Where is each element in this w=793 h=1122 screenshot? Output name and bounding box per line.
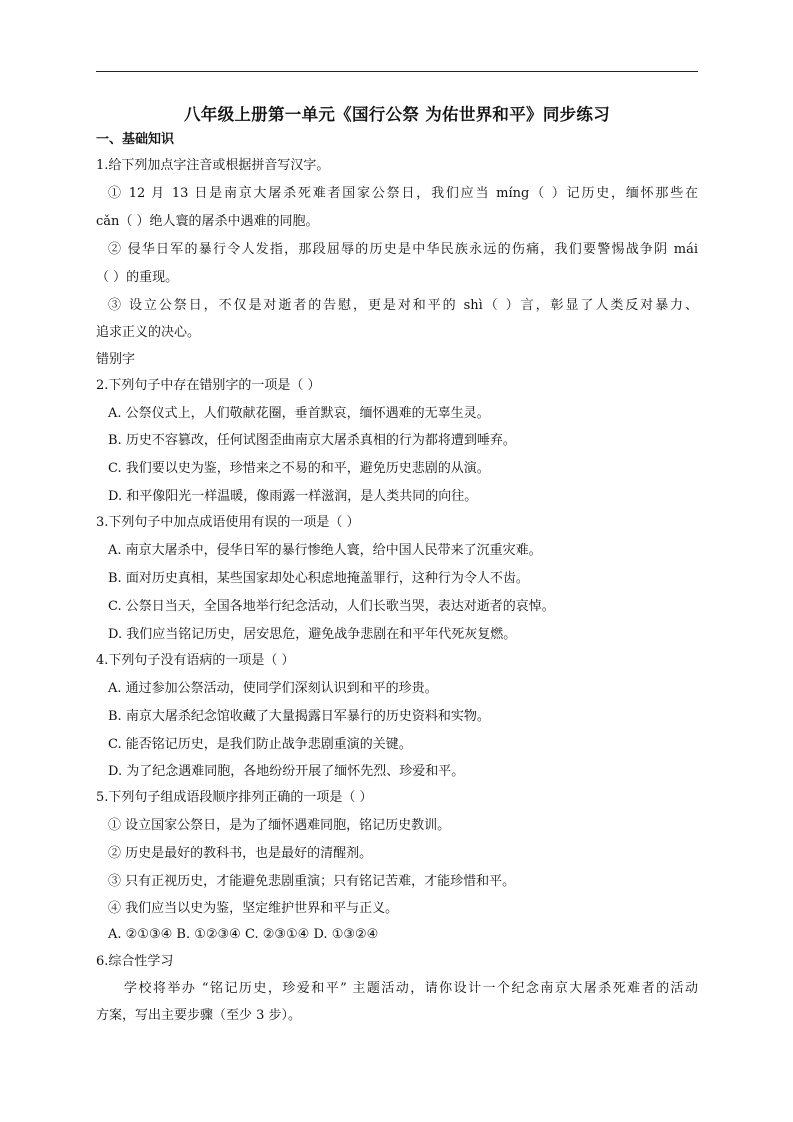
question-6-paragraph-cont: 方案，写出主要步骤（至少 3 步）。 [96, 1008, 302, 1023]
question-4-stem: 4.下列句子没有语病的一项是（ ） [96, 653, 295, 668]
question-3-option-b: B. 面对历史真相，某些国家却处心积虑地掩盖罪行，这种行为令人不齿。 [108, 571, 529, 586]
question-5-stem: 5.下列句子组成语段顺序排列正确的一项是（ ） [96, 790, 373, 805]
question-2-option-d: D. 和平像阳光一样温暖，像雨露一样滋润，是人类共同的向往。 [108, 489, 478, 504]
question-1-item-1: ① 12 月 13 日是南京大屠杀死难者国家公祭日，我们应当 míng（ ）记历史，缅怀那些在 [108, 186, 698, 201]
question-3-option-c: C. 公祭日当天，全国各地举行纪念活动，人们长歌当哭，表达对逝者的哀悼。 [108, 599, 555, 614]
question-2-option-b: B. 历史不容篡改，任何试图歪曲南京大屠杀真相的行为都将遭到唾弃。 [108, 433, 516, 448]
section-heading: 一、基础知识 [96, 132, 175, 147]
question-1-item-1-cont: cǎn（ ）绝人寰的屠杀中遇难的同胞。 [96, 214, 319, 229]
question-1-item-2-cont: （ ）的重现。 [96, 270, 179, 285]
question-2-option-a: A. 公祭仪式上，人们敬献花圈，垂首默哀，缅怀遇难的无辜生灵。 [108, 406, 490, 421]
question-1-item-3: ③ 设立公祭日，不仅是对逝者的告慰，更是对和平的 shì（ ）言，彰显了人类反对暴力、 [108, 298, 698, 313]
question-5-item-2: ② 历史是最好的教科书，也是最好的清醒剂。 [108, 846, 373, 861]
question-3-stem: 3.下列句子中加点成语使用有误的一项是（ ） [96, 515, 360, 530]
question-5-item-1: ① 设立国家公祭日，是为了缅怀遇难同胞，铭记历史教训。 [108, 818, 451, 833]
question-1-item-2: ② 侵华日军的暴行令人发指，那段屈辱的历史是中华民族永远的伤痛，我们要警惕战争阴 mái [108, 242, 698, 257]
question-3-option-a: A. 南京大屠杀中，侵华日军的暴行惨绝人寰，给中国人民带来了沉重灾难。 [108, 543, 542, 558]
question-3-option-d: D. 我们应当铭记历史，居安思危，避免战争悲剧在和平年代死灰复燃。 [108, 627, 517, 642]
question-4-option-b: B. 南京大屠杀纪念馆收藏了大量揭露日军暴行的历史资料和实物。 [108, 709, 490, 724]
top-rule [96, 71, 698, 72]
question-4-option-c: C. 能否铭记历史，是我们防止战争悲剧重演的关键。 [108, 737, 412, 752]
question-1-item-3-cont: 追求正义的决心。 [96, 325, 201, 340]
question-2-option-c: C. 我们要以史为鉴，珍惜来之不易的和平，避免历史悲剧的从演。 [108, 461, 490, 476]
question-6-stem: 6.综合性学习 [96, 954, 174, 969]
question-1-stem: 1.给下列加点字注音或根据拼音写汉字。 [96, 158, 330, 173]
subsection-label: 错别字 [96, 352, 136, 367]
page-title: 八年级上册第一单元《国行公祭 为佑世界和平》同步练习 [183, 105, 611, 124]
question-4-option-d: D. 为了纪念遇难同胞，各地纷纷开展了缅怀先烈、珍爱和平。 [108, 764, 465, 779]
question-2-stem: 2.下列句子中存在错别字的一项是（ ） [96, 378, 321, 393]
question-4-option-a: A. 通过参加公祭活动，使同学们深刻认识到和平的珍贵。 [108, 681, 438, 696]
question-6-paragraph: 学校将举办 “铭记历史，珍爱和平” 主题活动，请你设计一个纪念南京大屠杀死难者的活动 [124, 981, 698, 996]
question-5-answers: A. ②①③④ B. ①②③④ C. ②③①④ D. ①③②④ [108, 927, 379, 942]
question-5-item-3: ③ 只有正视历史，才能避免悲剧重演；只有铭记苦难，才能珍惜和平。 [108, 874, 516, 889]
question-5-item-4: ④ 我们应当以史为鉴，坚定维护世界和平与正义。 [108, 901, 399, 916]
